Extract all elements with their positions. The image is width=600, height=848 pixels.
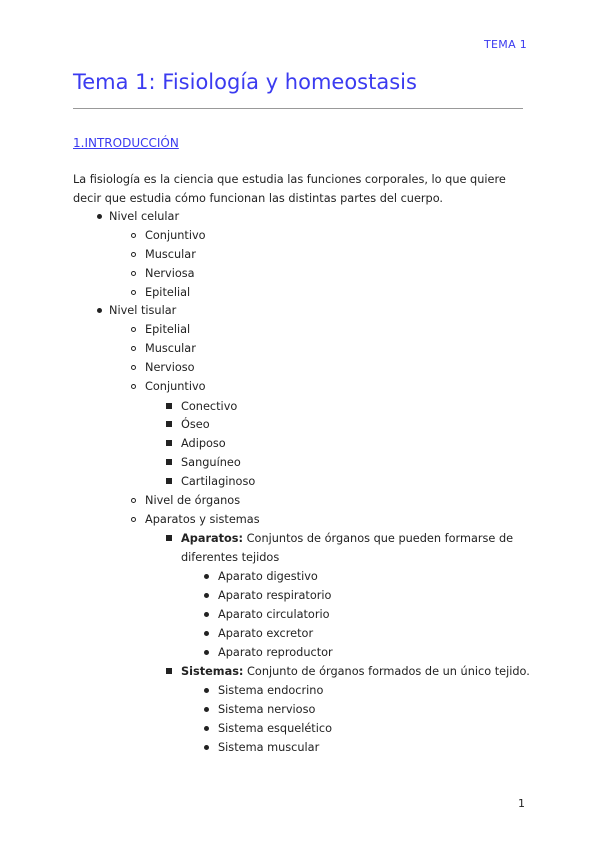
square-bullet-icon bbox=[159, 662, 179, 681]
list-item-label: Adiposo bbox=[181, 437, 226, 450]
list-item bbox=[181, 397, 237, 416]
list-item-label: Sistema nervioso bbox=[218, 703, 316, 716]
list-item bbox=[181, 453, 241, 472]
definition-continuation bbox=[181, 548, 279, 567]
hollow-bullet-icon bbox=[123, 358, 143, 377]
list-item-aparatos bbox=[181, 529, 513, 548]
hollow-bullet-icon bbox=[123, 377, 143, 396]
square-bullet-icon bbox=[159, 415, 179, 434]
filled-bullet-icon bbox=[196, 681, 216, 700]
list-item bbox=[218, 643, 333, 662]
list-item-label: Aparato circulatorio bbox=[218, 608, 330, 621]
filled-bullet-icon bbox=[89, 301, 109, 320]
list-item-label: Epitelial bbox=[145, 286, 191, 299]
list-item-label: Nivel celular bbox=[109, 210, 180, 223]
filled-bullet-icon bbox=[196, 586, 216, 605]
list-item-label: Óseo bbox=[181, 418, 210, 431]
list-item-label: Sistema esquelético bbox=[218, 722, 332, 735]
hollow-bullet-icon bbox=[123, 491, 143, 510]
list-item-label: Conjuntivo bbox=[145, 229, 206, 242]
list-item-label: Aparato reproductor bbox=[218, 646, 333, 659]
filled-bullet-icon bbox=[196, 643, 216, 662]
square-bullet-icon bbox=[159, 472, 179, 491]
hollow-bullet-icon bbox=[123, 264, 143, 283]
filled-bullet-icon bbox=[196, 567, 216, 586]
list-item bbox=[181, 472, 255, 491]
list-item bbox=[145, 245, 196, 264]
square-bullet-icon bbox=[159, 397, 179, 416]
list-item-label: Aparatos y sistemas bbox=[145, 513, 260, 526]
list-item bbox=[145, 339, 196, 358]
list-item-label: Aparato excretor bbox=[218, 627, 314, 640]
list-item-label: Muscular bbox=[145, 248, 196, 261]
list-item bbox=[145, 510, 260, 529]
term-label: Sistemas: bbox=[181, 665, 244, 678]
definition-text: diferentes tejidos bbox=[181, 551, 280, 564]
list-item-label: Epitelial bbox=[145, 323, 191, 336]
list-item bbox=[181, 434, 226, 453]
hollow-bullet-icon bbox=[123, 510, 143, 529]
section-heading: 1.INTRODUCCIÓN bbox=[73, 136, 179, 150]
page-title: Tema 1: Fisiología y homeostasis bbox=[73, 70, 417, 94]
list-item bbox=[145, 264, 195, 283]
list-item-label: Nivel tisular bbox=[109, 304, 177, 317]
filled-bullet-icon bbox=[196, 719, 216, 738]
list-item bbox=[145, 226, 206, 245]
definition-text: Conjunto de órganos formados de un único tejido. bbox=[243, 665, 530, 678]
list-item bbox=[145, 377, 206, 396]
square-bullet-icon bbox=[159, 434, 179, 453]
square-bullet-icon bbox=[159, 529, 179, 548]
list-item-nivel-tisular bbox=[109, 301, 176, 320]
list-item-label: Conjuntivo bbox=[145, 380, 206, 393]
list-item-label: Nervioso bbox=[145, 361, 195, 374]
list-item bbox=[181, 415, 210, 434]
list-item-label: Muscular bbox=[145, 342, 196, 355]
list-item bbox=[145, 358, 195, 377]
list-item bbox=[145, 491, 240, 510]
term-label: Aparatos: bbox=[181, 532, 244, 545]
list-item bbox=[218, 719, 332, 738]
list-item bbox=[218, 700, 315, 719]
hollow-bullet-icon bbox=[123, 339, 143, 358]
hollow-bullet-icon bbox=[123, 320, 143, 339]
list-item-label: Sistema muscular bbox=[218, 741, 320, 754]
intro-paragraph: La fisiología es la ciencia que estudia las funciones corporales, lo que quiere decir que estudia cómo funcionan las distintas partes del cuerpo. bbox=[73, 173, 506, 205]
list-item-label: Nivel de órganos bbox=[145, 494, 241, 507]
filled-bullet-icon bbox=[196, 700, 216, 719]
definition-text: Conjuntos de órganos que pueden formarse de bbox=[243, 532, 514, 545]
list-item-label: Sanguíneo bbox=[181, 456, 241, 469]
list-item bbox=[218, 586, 331, 605]
filled-bullet-icon bbox=[196, 738, 216, 757]
hollow-bullet-icon bbox=[123, 245, 143, 264]
title-divider bbox=[73, 108, 523, 109]
list-item bbox=[218, 738, 319, 757]
list-item-label: Nerviosa bbox=[145, 267, 195, 280]
filled-bullet-icon bbox=[89, 207, 109, 226]
filled-bullet-icon bbox=[196, 624, 216, 643]
page-number: 1 bbox=[518, 797, 525, 810]
filled-bullet-icon bbox=[196, 605, 216, 624]
list-item bbox=[145, 320, 190, 339]
list-item bbox=[218, 567, 318, 586]
list-item-label: Aparato respiratorio bbox=[218, 589, 332, 602]
list-item bbox=[218, 681, 323, 700]
chapter-tag: TEMA 1 bbox=[484, 38, 527, 51]
list-item-label: Conectivo bbox=[181, 400, 238, 413]
list-item bbox=[145, 283, 190, 302]
list-item bbox=[218, 605, 330, 624]
list-item-label: Cartilaginoso bbox=[181, 475, 256, 488]
list-item-nivel-celular bbox=[109, 207, 179, 226]
list-item-label: Aparato digestivo bbox=[218, 570, 318, 583]
hollow-bullet-icon bbox=[123, 283, 143, 302]
square-bullet-icon bbox=[159, 453, 179, 472]
hollow-bullet-icon bbox=[123, 226, 143, 245]
list-item-label: Sistema endocrino bbox=[218, 684, 324, 697]
list-item bbox=[218, 624, 313, 643]
list-item-sistemas bbox=[181, 662, 530, 681]
